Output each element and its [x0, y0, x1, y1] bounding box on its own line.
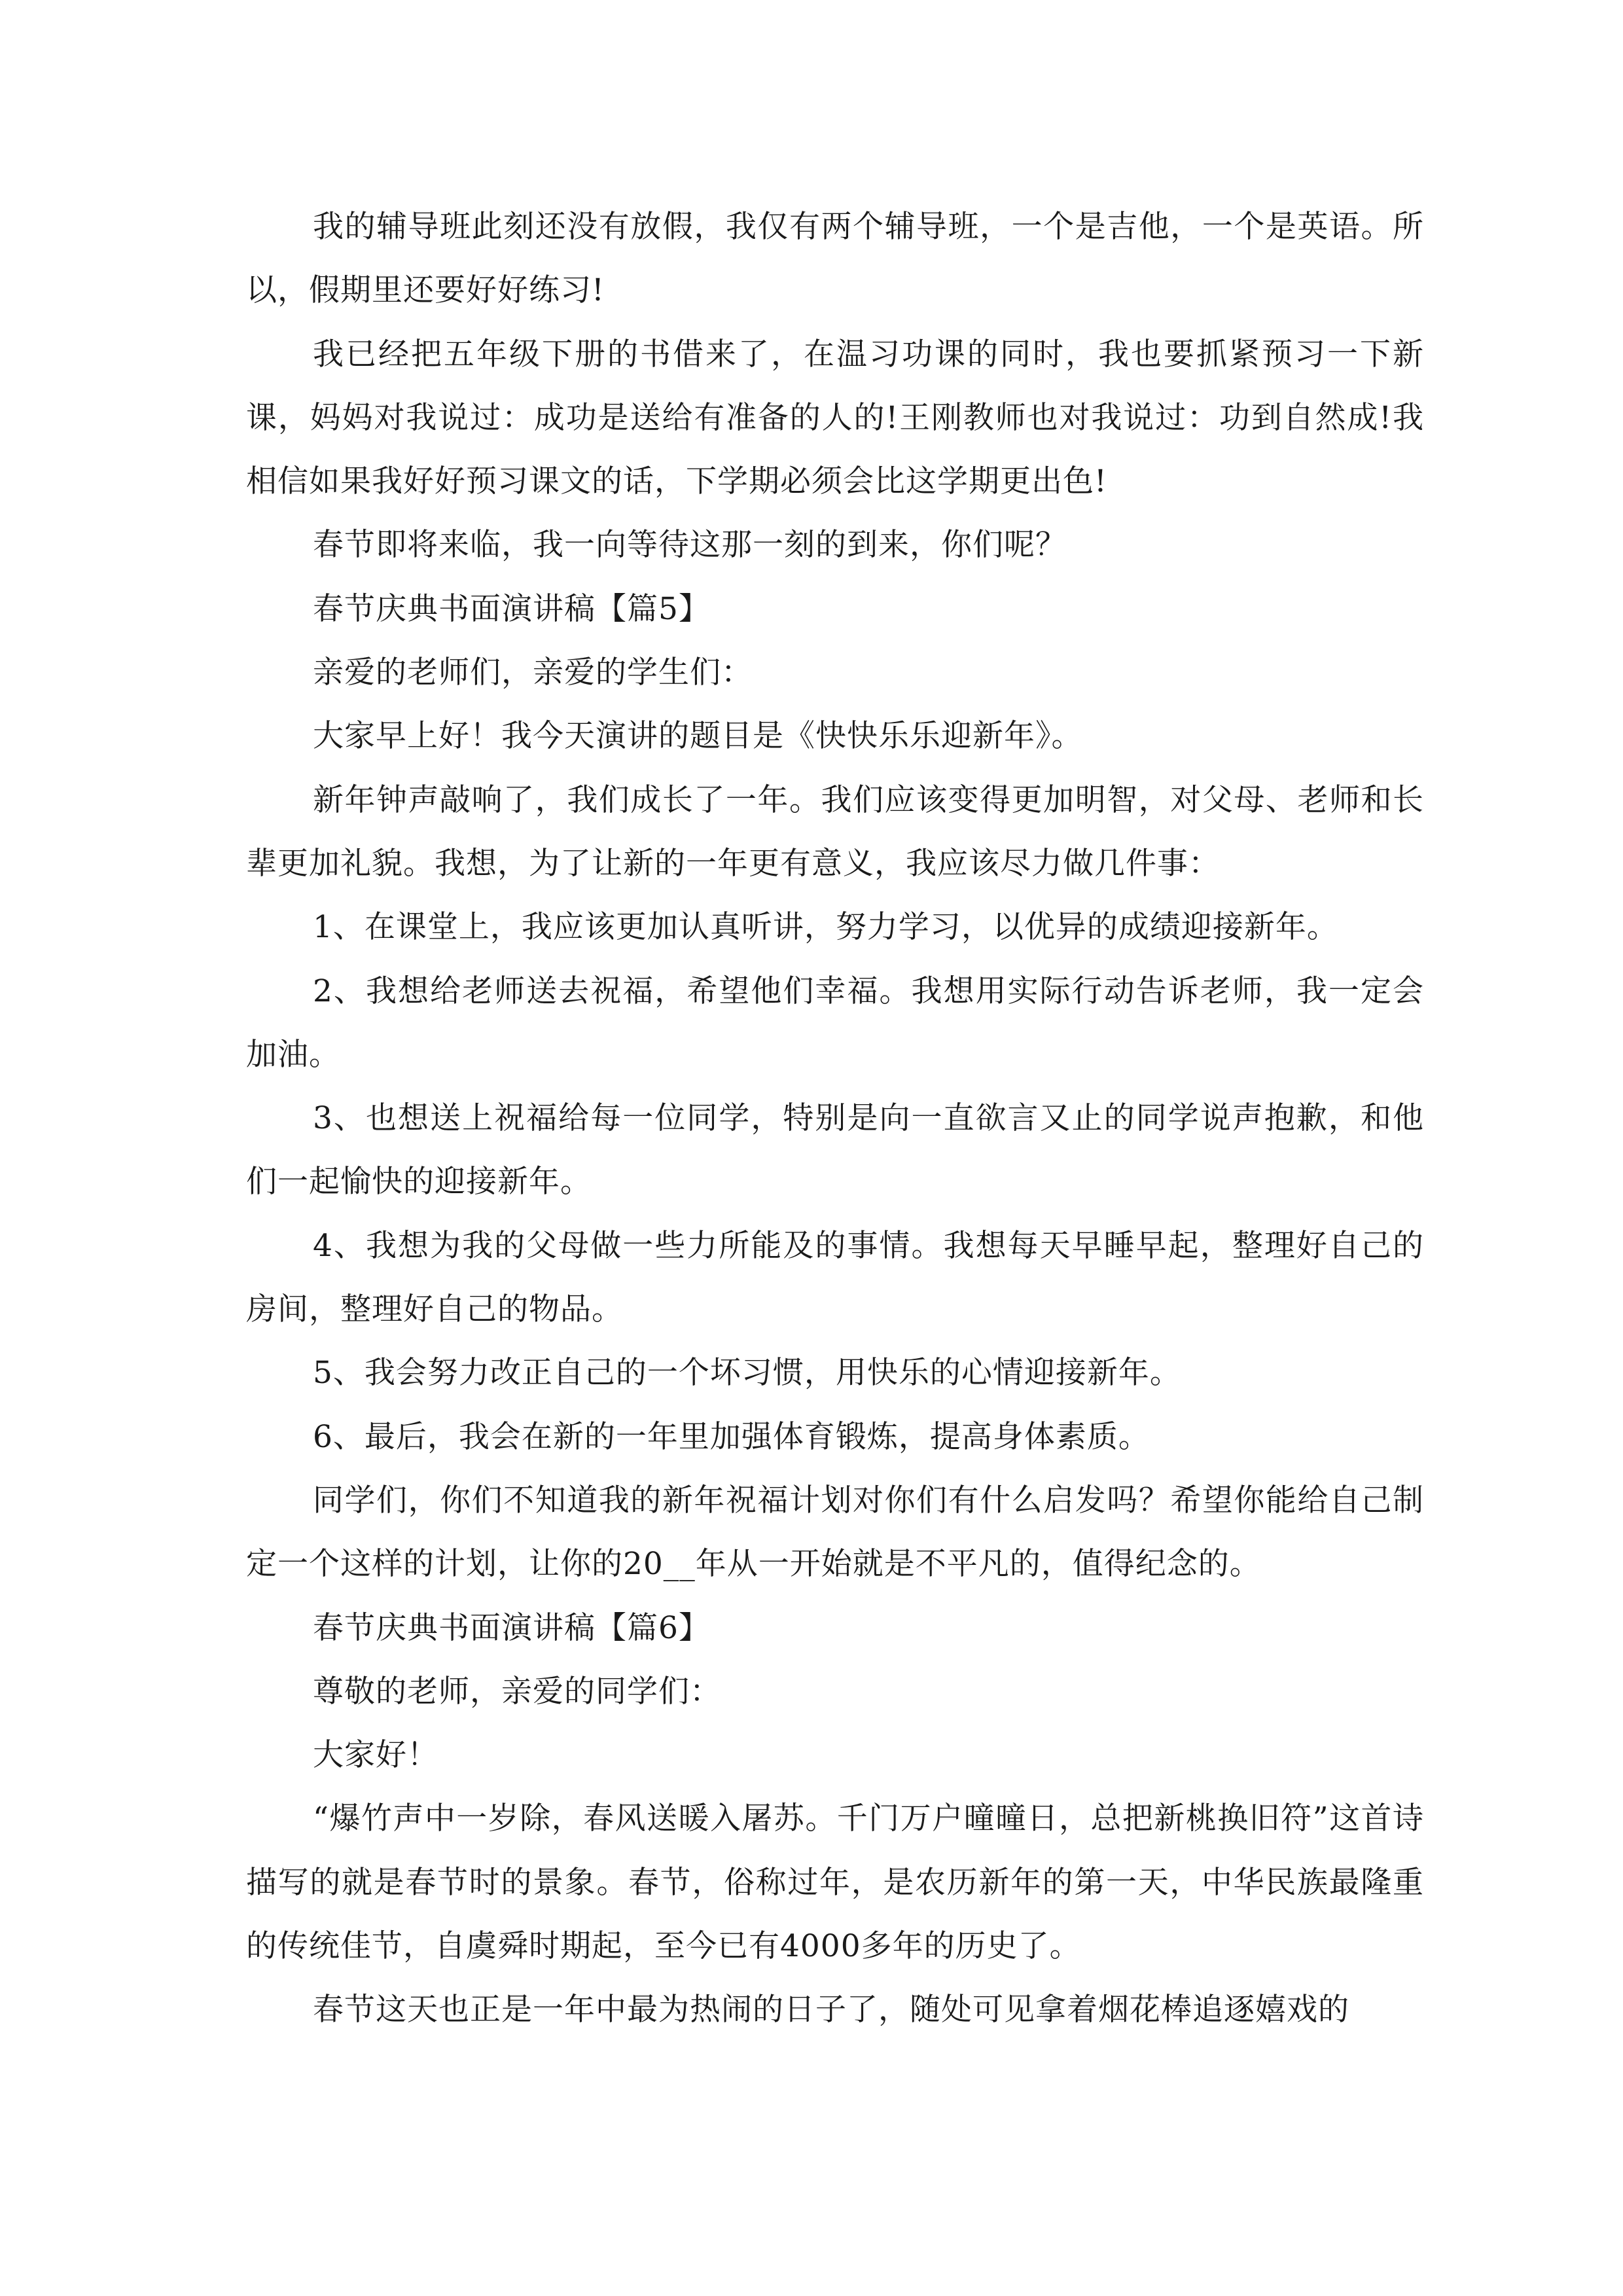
list-item: 2、我想给老师送去祝福，希望他们幸福。我想用实际行动告诉老师，我一定会加油。: [246, 973, 1424, 1073]
list-item: 4、我想为我的父母做一些力所能及的事情。我想每天早睡早起，整理好自己的房间，整理好自己的物品。: [246, 1227, 1424, 1328]
paragraph: 春节这天也正是一年中最为热闹的日子了，随处可见拿着烟花棒追逐嬉戏的: [313, 1992, 1349, 2028]
section-heading: 春节庆典书面演讲稿【篇6】: [313, 1609, 710, 1646]
paragraph: 我的辅导班此刻还没有放假，我仅有两个辅导班，一个是吉他，一个是英语。所以，假期里还要好好练习!: [246, 209, 1424, 309]
paragraph: 春节即将来临，我一向等待这那一刻的到来，你们呢？: [313, 527, 1067, 564]
greeting: 大家好！: [313, 1737, 438, 1774]
salutation: 亲爱的老师们，亲爱的学生们：: [313, 655, 753, 691]
list-item: 1、在课堂上，我应该更加认真听讲，努力学习，以优异的成绩迎接新年。: [313, 909, 1338, 946]
document-body: [246, 195, 1424, 2042]
section-heading: 春节庆典书面演讲稿【篇5】: [313, 590, 710, 627]
paragraph: 新年钟声敲响了，我们成长了一年。我们应该变得更加明智，对父母、老师和长辈更加礼貌。我想，为了让新的一年更有意义，我应该尽力做几件事：: [246, 781, 1424, 882]
list-item: 6、最后，我会在新的一年里加强体育锻炼，提高身体素质。: [313, 1418, 1150, 1455]
paragraph: “爆竹声中一岁除，春风送暖入屠苏。千门万户曈曈日，总把新桃换旧符”这首诗描写的就是春节时的景象。春节，俗称过年，是农历新年的第一天，中华民族最隆重的传统佳节，自虞舜时期起，至今已有4000多年的历史了。: [246, 1801, 1424, 1965]
paragraph: 同学们，你们不知道我的新年祝福计划对你们有什么启发吗？希望你能给自己制定一个这样的计划，让你的20__年从一开始就是不平凡的，值得纪念的。: [246, 1482, 1424, 1583]
salutation: 尊敬的老师，亲爱的同学们：: [313, 1673, 721, 1710]
list-item: 3、也想送上祝福给每一位同学，特别是向一直欲言又止的同学说声抱歉，和他们一起愉快的迎接新年。: [246, 1100, 1424, 1200]
paragraph: 我已经把五年级下册的书借来了，在温习功课的同时，我也要抓紧预习一下新课，妈妈对我说过：成功是送给有准备的人的!王刚教师也对我说过：功到自然成!我相信如果我好好预习课文的话，下学期必须会比这学期更出色!: [246, 336, 1424, 500]
paragraph: 大家早上好！我今天演讲的题目是《快快乐乐迎新年》。: [313, 718, 1083, 755]
list-item: 5、我会努力改正自己的一个坏习惯，用快乐的心情迎接新年。: [313, 1355, 1181, 1391]
